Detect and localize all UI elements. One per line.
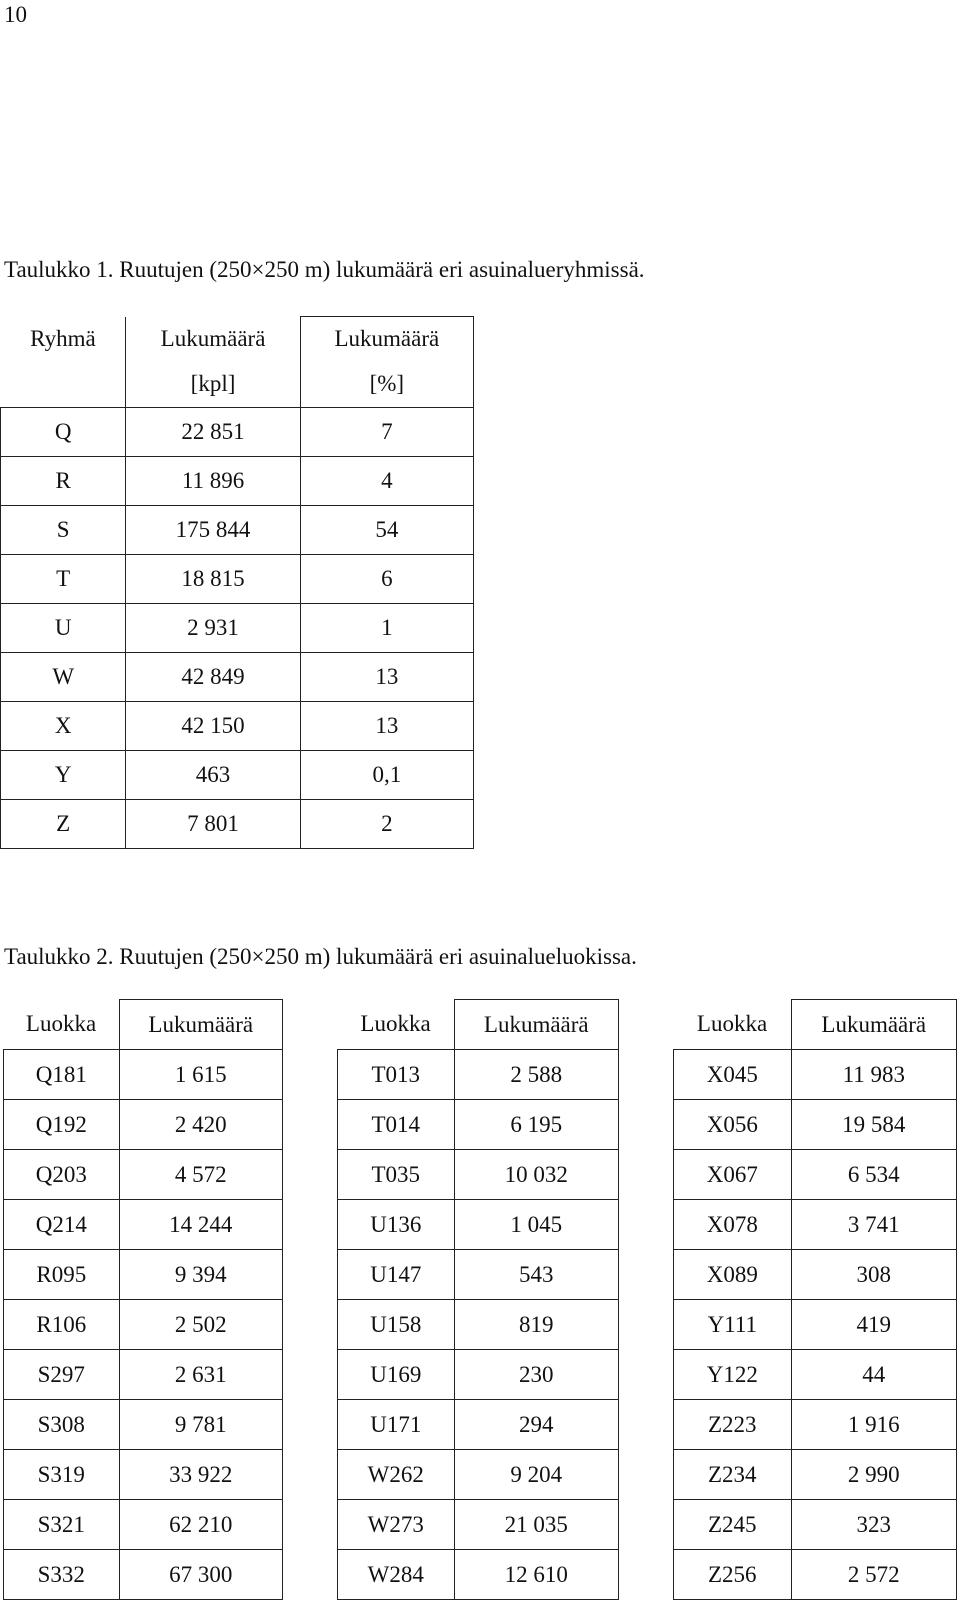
table-row — [338, 1550, 619, 1600]
table1-cell: 22 851 — [126, 408, 300, 457]
table1-header-row — [1, 361, 474, 408]
table1-cell: 4 — [300, 457, 473, 506]
table2-count-cell: 9 204 — [454, 1450, 618, 1500]
table1-header-cell: Lukumäärä — [126, 317, 300, 362]
table2-class-cell: T035 — [338, 1150, 455, 1200]
table-row — [4, 1200, 283, 1250]
table2-count-cell: 2 502 — [119, 1300, 282, 1350]
table1-header-cell: [%] — [300, 361, 473, 408]
table-row — [1, 800, 474, 849]
table1-cell: X — [1, 702, 126, 751]
table1-cell: 18 815 — [126, 555, 300, 604]
table1-caption: Taulukko 1. Ruutujen (250×250 m) lukumäärä eri asuinalueryhmissä. — [4, 257, 645, 282]
table2-class-cell: S332 — [4, 1550, 120, 1600]
table1-cell: R — [1, 457, 126, 506]
table1-cell: 2 — [300, 800, 473, 849]
table-row — [674, 1450, 957, 1500]
table1-cell: 11 896 — [126, 457, 300, 506]
table-row — [674, 1200, 957, 1250]
table2-class-cell: W284 — [338, 1550, 455, 1600]
table1-cell: 13 — [300, 653, 473, 702]
table2-header-count: Lukumäärä — [454, 1000, 618, 1050]
table2-class-cell: U169 — [338, 1350, 455, 1400]
table-row — [338, 1200, 619, 1250]
table1-header-cell: Ryhmä — [30, 325, 96, 351]
table2-count-cell: 4 572 — [119, 1150, 282, 1200]
table1-header-cell — [1, 361, 126, 408]
table2-count-cell: 33 922 — [119, 1450, 282, 1500]
table2-count-cell: 10 032 — [454, 1150, 618, 1200]
table2-count-cell: 2 631 — [119, 1350, 282, 1400]
table2-count-cell: 21 035 — [454, 1500, 618, 1550]
table1 — [0, 316, 474, 849]
table1-cell: 1 — [300, 604, 473, 653]
table2-count-cell: 323 — [791, 1500, 956, 1550]
table2-caption: Taulukko 2. Ruutujen (250×250 m) lukumäärä eri asuinalueluokissa. — [4, 944, 637, 969]
table-row — [4, 1300, 283, 1350]
table2-count-cell: 6 195 — [454, 1100, 618, 1150]
table2-class-cell: Q214 — [4, 1200, 120, 1250]
table-row — [4, 1250, 283, 1300]
table2-header-class: Luokka — [4, 1000, 120, 1050]
table2-count-cell: 230 — [454, 1350, 618, 1400]
table2-count-cell: 2 990 — [791, 1450, 956, 1500]
table-row — [674, 1250, 957, 1300]
table-row — [4, 1150, 283, 1200]
table-row — [1, 751, 474, 800]
table1-cell: 42 849 — [126, 653, 300, 702]
table2-class-cell: U136 — [338, 1200, 455, 1250]
table2-count-cell: 308 — [791, 1250, 956, 1300]
page-number: 10 — [4, 2, 27, 27]
table1-header-row — [1, 317, 474, 362]
table2-header-class: Luokka — [338, 1000, 455, 1050]
table-row — [338, 1400, 619, 1450]
table2-count-cell: 11 983 — [791, 1050, 956, 1100]
table-row — [674, 1150, 957, 1200]
table2-class-cell: Z223 — [674, 1400, 792, 1450]
table-row — [674, 1550, 957, 1600]
table-row — [4, 1400, 283, 1450]
table2-count-cell: 294 — [454, 1400, 618, 1450]
table-row — [1, 457, 474, 506]
table-row — [338, 1450, 619, 1500]
table2-class-cell: Q192 — [4, 1100, 120, 1150]
table-row — [338, 1100, 619, 1150]
table2-count-cell: 62 210 — [119, 1500, 282, 1550]
table2-header-class: Luokka — [674, 1000, 792, 1050]
table2-class-cell: W273 — [338, 1500, 455, 1550]
table1-cell: W — [1, 653, 126, 702]
table2-count-cell: 9 394 — [119, 1250, 282, 1300]
table2-count-cell: 819 — [454, 1300, 618, 1350]
table1-cell: Y — [1, 751, 126, 800]
table-row — [674, 1300, 957, 1350]
table-row — [4, 1100, 283, 1150]
table2-class-cell: Z234 — [674, 1450, 792, 1500]
table1-cell: 54 — [300, 506, 473, 555]
table-row — [4, 1500, 283, 1550]
table2-class-cell: X078 — [674, 1200, 792, 1250]
table-row — [674, 1100, 957, 1150]
table2-class-cell: S321 — [4, 1500, 120, 1550]
table-row — [1, 555, 474, 604]
table2-count-cell: 419 — [791, 1300, 956, 1350]
table2-class-cell: X056 — [674, 1100, 792, 1150]
table-row — [338, 1150, 619, 1200]
table2-count-cell: 14 244 — [119, 1200, 282, 1250]
table1-cell: 13 — [300, 702, 473, 751]
table2-class-cell: Z256 — [674, 1550, 792, 1600]
table1-cell: 42 150 — [126, 702, 300, 751]
table1-cell: 7 — [300, 408, 473, 457]
table-row — [338, 1350, 619, 1400]
table1-cell: 463 — [126, 751, 300, 800]
table2-count-cell: 3 741 — [791, 1200, 956, 1250]
table1-cell: 7 801 — [126, 800, 300, 849]
table1-cell: T — [1, 555, 126, 604]
table2-block-2 — [337, 999, 619, 1600]
table2-class-cell: R095 — [4, 1250, 120, 1300]
table-row — [4, 1550, 283, 1600]
table2-class-cell: Q181 — [4, 1050, 120, 1100]
table2-class-cell: U147 — [338, 1250, 455, 1300]
table2-class-cell: S319 — [4, 1450, 120, 1500]
table-row — [4, 1050, 283, 1100]
table2-count-cell: 19 584 — [791, 1100, 956, 1150]
table2-class-cell: Y111 — [674, 1300, 792, 1350]
table-row — [674, 1400, 957, 1450]
table2-class-cell: Y122 — [674, 1350, 792, 1400]
table-row — [4, 1450, 283, 1500]
table1-header-cell: [kpl] — [126, 361, 300, 408]
table2-count-cell: 6 534 — [791, 1150, 956, 1200]
table2-class-cell: X045 — [674, 1050, 792, 1100]
table2-class-cell: U158 — [338, 1300, 455, 1350]
table2-count-cell: 1 615 — [119, 1050, 282, 1100]
table2-class-cell: X089 — [674, 1250, 792, 1300]
table-row — [338, 1250, 619, 1300]
table2-count-cell: 67 300 — [119, 1550, 282, 1600]
table2-count-cell: 1 916 — [791, 1400, 956, 1450]
table1-cell: Z — [1, 800, 126, 849]
table-row — [1, 604, 474, 653]
table1-cell: S — [1, 506, 126, 555]
table2-count-cell: 44 — [791, 1350, 956, 1400]
table2-count-cell: 9 781 — [119, 1400, 282, 1450]
table1-cell: 175 844 — [126, 506, 300, 555]
table2-class-cell: S297 — [4, 1350, 120, 1400]
table2-class-cell: Q203 — [4, 1150, 120, 1200]
table2-class-cell: R106 — [4, 1300, 120, 1350]
table2-header-count: Lukumäärä — [119, 1000, 282, 1050]
table2-class-cell: Z245 — [674, 1500, 792, 1550]
table2-class-cell: X067 — [674, 1150, 792, 1200]
table-row — [674, 1350, 957, 1400]
table1-header-cell: Lukumäärä — [300, 317, 473, 362]
table-row — [674, 1050, 957, 1100]
table2-count-cell: 2 572 — [791, 1550, 956, 1600]
table-row — [1, 408, 474, 457]
table-row — [338, 1500, 619, 1550]
table2-class-cell: S308 — [4, 1400, 120, 1450]
table-row — [1, 702, 474, 751]
table2-class-cell: T014 — [338, 1100, 455, 1150]
table2-header-row — [674, 1000, 957, 1050]
table2-header-row — [338, 1000, 619, 1050]
table1-cell: Q — [1, 408, 126, 457]
table-row — [674, 1500, 957, 1550]
table2-class-cell: W262 — [338, 1450, 455, 1500]
table2-header-row — [4, 1000, 283, 1050]
table-row — [1, 506, 474, 555]
table2-block-3 — [673, 999, 957, 1600]
table-row — [4, 1350, 283, 1400]
table-row — [338, 1300, 619, 1350]
table2-count-cell: 2 420 — [119, 1100, 282, 1150]
table-row — [338, 1050, 619, 1100]
table2-header-count: Lukumäärä — [791, 1000, 956, 1050]
table1-cell: 2 931 — [126, 604, 300, 653]
table2-block-1 — [3, 999, 283, 1600]
table2-count-cell: 1 045 — [454, 1200, 618, 1250]
table-row — [1, 653, 474, 702]
table1-cell: U — [1, 604, 126, 653]
table2-count-cell: 12 610 — [454, 1550, 618, 1600]
table2-count-cell: 543 — [454, 1250, 618, 1300]
table2-class-cell: U171 — [338, 1400, 455, 1450]
table1-cell: 0,1 — [300, 751, 473, 800]
table2-class-cell: T013 — [338, 1050, 455, 1100]
table2-count-cell: 2 588 — [454, 1050, 618, 1100]
table1-cell: 6 — [300, 555, 473, 604]
